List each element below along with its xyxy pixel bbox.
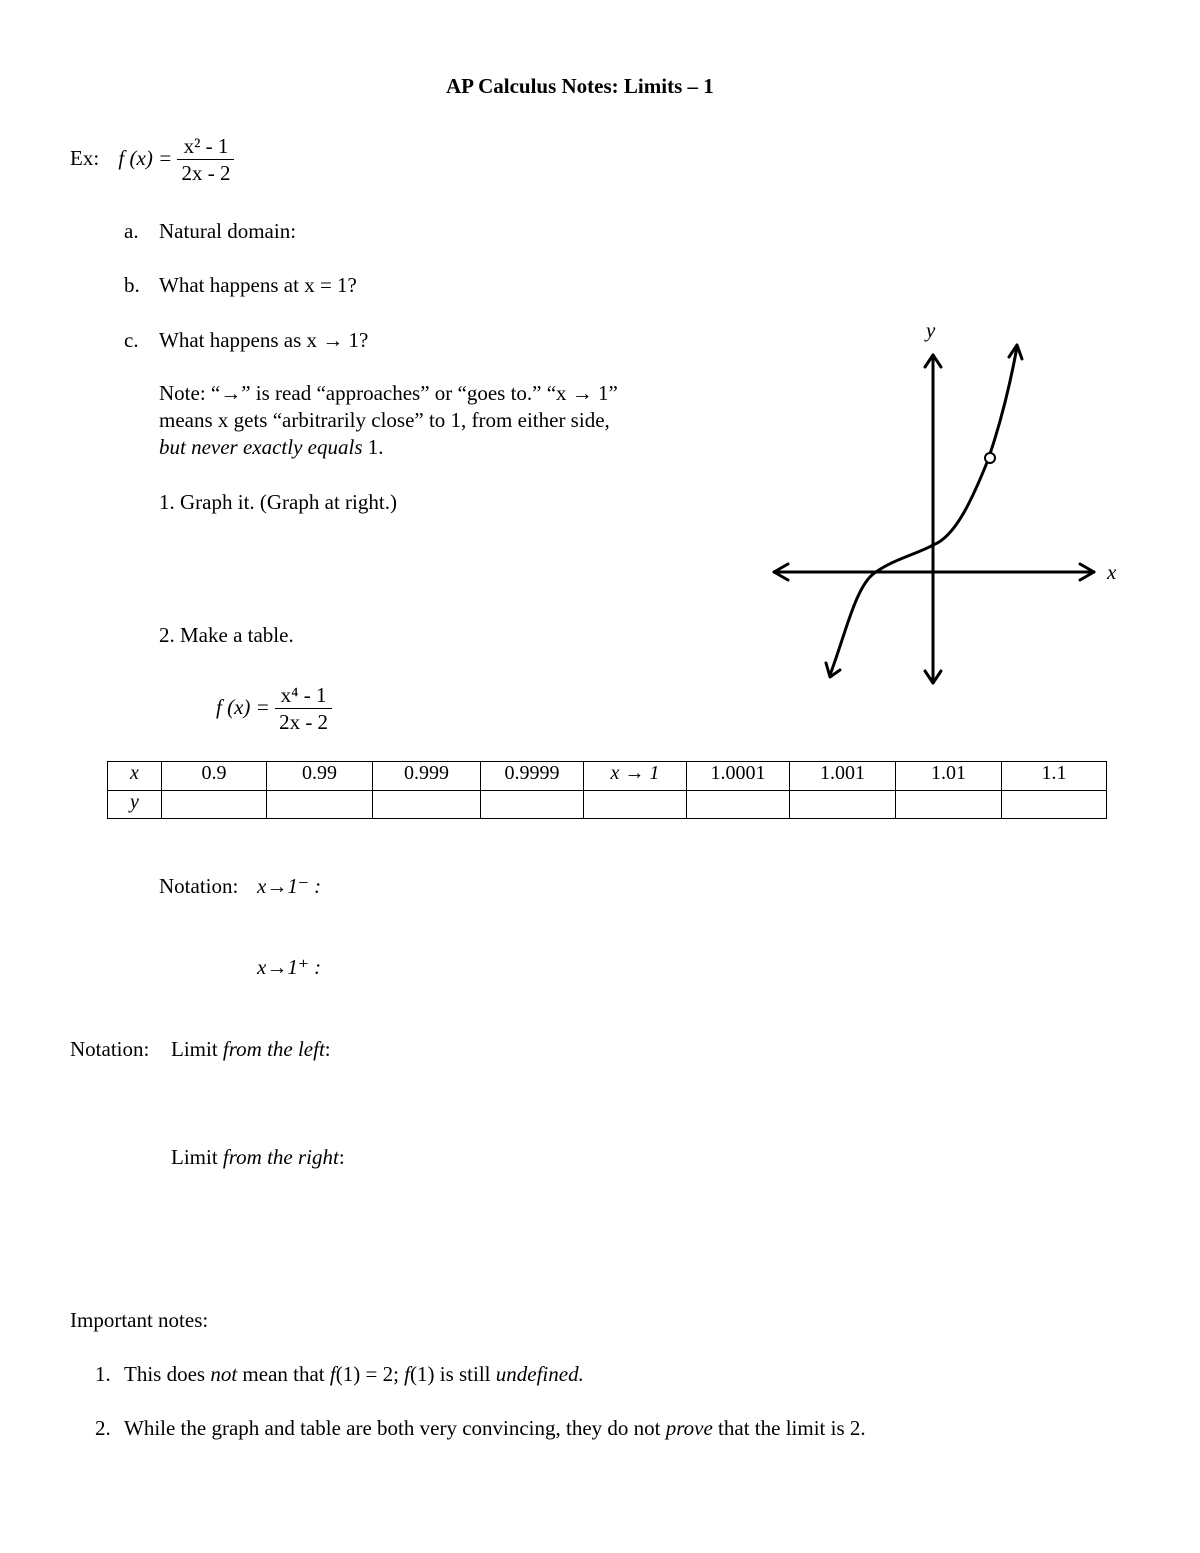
question-a: [124, 219, 296, 244]
x-cell: 0.9999: [481, 762, 584, 791]
limit-left-suffix: :: [324, 1037, 331, 1061]
limit-from-left: [171, 1037, 331, 1062]
x-cell: 1.01: [896, 762, 1002, 791]
row-label-x: x: [108, 762, 162, 791]
y-cell: [687, 790, 790, 819]
example-prefix: Ex:: [70, 146, 100, 171]
text-run: mean that: [237, 1362, 330, 1386]
important-item-2: [95, 1416, 866, 1441]
notation-limit-label: Notation:: [70, 1037, 150, 1061]
function-numerator: x² - 1: [177, 133, 234, 160]
function-graph: [760, 315, 1130, 695]
y-axis-label: y: [926, 318, 936, 342]
x-cell: 1.0001: [687, 762, 790, 791]
y-cell: [162, 790, 267, 819]
y-cell: [790, 790, 896, 819]
note-line-2: means x gets “arbitrarily close” to 1, from either side,: [159, 408, 610, 432]
limit-left-prefix: Limit: [171, 1037, 223, 1061]
y-cell: [373, 790, 481, 819]
question-marker: a.: [124, 219, 139, 243]
important-heading: Important notes:: [70, 1308, 209, 1332]
limit-right-prefix: Limit: [171, 1145, 223, 1169]
emphasis-run: prove: [665, 1416, 713, 1440]
question-text: Natural domain:: [159, 219, 297, 243]
limit-left-italic: from the left: [222, 1037, 325, 1061]
question-marker: c.: [124, 328, 139, 352]
note-emphasis: but never exactly equals: [159, 435, 363, 459]
important-item-1: [95, 1362, 584, 1387]
table-function-lhs: f (x) =: [216, 695, 270, 720]
y-cell: [584, 790, 687, 819]
step-table: 2. Make a table.: [159, 623, 294, 647]
table-function: [216, 682, 332, 737]
y-cell: [896, 790, 1002, 819]
table-row-y: [108, 790, 1107, 819]
question-c: [124, 328, 368, 353]
text-run: This does: [124, 1362, 211, 1386]
limit-from-right: [171, 1145, 345, 1170]
text-run: While the graph and table are both very convincing, they do not: [124, 1416, 666, 1440]
table-row-x: [108, 762, 1107, 791]
limit-right-italic: from the right: [222, 1145, 339, 1169]
table-function-numerator: x⁴ - 1: [275, 682, 332, 709]
step-graph: 1. Graph it. (Graph at right.): [159, 490, 397, 514]
row-label-y: y: [108, 790, 162, 819]
item-number: 1.: [95, 1362, 111, 1386]
x-cell: 0.999: [373, 762, 481, 791]
emphasis-run: undefined.: [495, 1362, 584, 1386]
question-b: [124, 273, 357, 298]
function-symbol: f: [329, 1362, 336, 1386]
notation-one-sided-label: Notation:: [159, 874, 239, 898]
function-denominator: 2x - 2: [181, 161, 231, 186]
text-run: (1) = 2;: [335, 1362, 405, 1386]
hole-marker: [985, 453, 995, 463]
x-cell: 1.001: [790, 762, 896, 791]
table-function-denominator: 2x - 2: [279, 710, 329, 735]
emphasis-run: not: [210, 1362, 238, 1386]
y-cell: [1002, 790, 1107, 819]
y-cell: [267, 790, 373, 819]
note-rest: 1.: [362, 435, 384, 459]
note-line-3: [159, 435, 384, 460]
x-cell: 0.9: [162, 762, 267, 791]
question-text: What happens at x = 1?: [159, 273, 357, 297]
function-fraction: [177, 133, 234, 188]
item-number: 2.: [95, 1416, 111, 1440]
text-run: that the limit is 2.: [712, 1416, 866, 1440]
function-lhs: f (x) =: [118, 146, 173, 171]
x-cell: 1.1: [1002, 762, 1107, 791]
function-curve: [830, 347, 1017, 675]
note-line-1: Note: “→” is read “approaches” or “goes to.” “x → 1”: [159, 381, 618, 405]
table-function-fraction: [275, 682, 332, 737]
values-table: [107, 761, 1107, 819]
x-axis-label: x: [1107, 560, 1117, 584]
limit-right-suffix: :: [338, 1145, 345, 1169]
notation-right-approach: x→1⁺ :: [257, 955, 322, 979]
x-cell: 0.99: [267, 762, 373, 791]
function-symbol: f: [404, 1362, 410, 1386]
page-title: AP Calculus Notes: Limits – 1: [446, 74, 714, 98]
y-cell: [481, 790, 584, 819]
question-text: What happens as x → 1?: [159, 328, 369, 352]
question-marker: b.: [124, 273, 140, 297]
text-run: (1) is still: [410, 1362, 496, 1386]
x-cell: x → 1: [584, 762, 687, 791]
notation-left-approach: x→1⁻ :: [257, 874, 322, 898]
example-function: [70, 133, 234, 188]
